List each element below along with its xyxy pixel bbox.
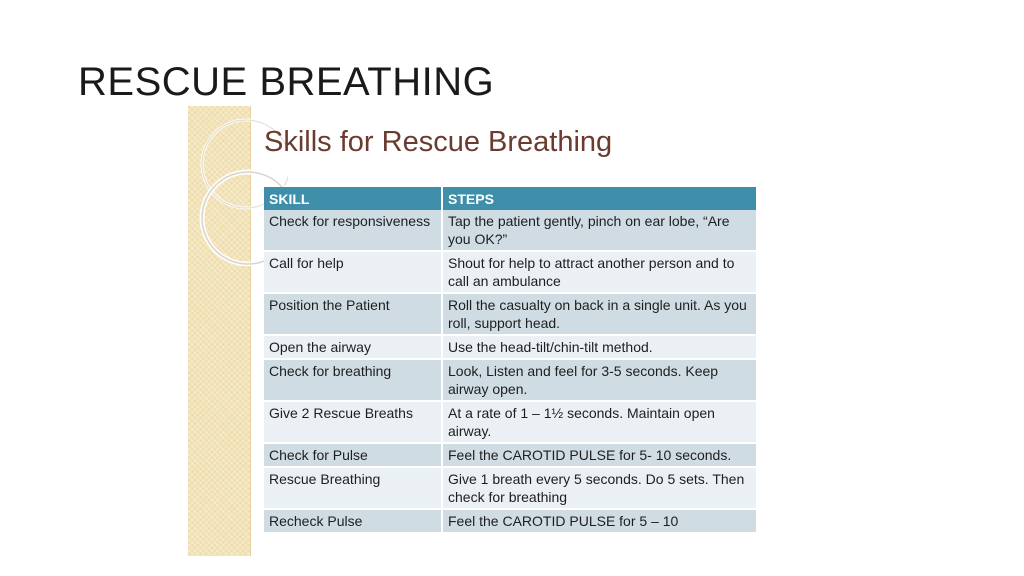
- table-row: [264, 401, 757, 443]
- table-row: [264, 293, 757, 335]
- steps-cell: Give 1 breath every 5 seconds. Do 5 sets. Then check for breathing: [442, 467, 757, 509]
- skills-figure: [188, 106, 786, 556]
- table-row: [264, 467, 757, 509]
- column-header-skill: SKILL: [264, 187, 442, 210]
- steps-cell: Use the head-tilt/chin-tilt method.: [442, 335, 757, 359]
- skill-cell: Recheck Pulse: [264, 509, 442, 533]
- steps-cell: Look, Listen and feel for 3-5 seconds. Keep airway open.: [442, 359, 757, 401]
- table-row: [264, 443, 757, 467]
- slide-title: RESCUE BREATHING: [78, 60, 495, 104]
- table-row: [264, 509, 757, 533]
- skill-cell: Give 2 Rescue Breaths: [264, 401, 442, 443]
- skill-cell: Check for breathing: [264, 359, 442, 401]
- steps-cell: At a rate of 1 – 1½ seconds. Maintain open airway.: [442, 401, 757, 443]
- skill-cell: Position the Patient: [264, 293, 442, 335]
- table-row: [264, 251, 757, 293]
- skills-table: [264, 187, 758, 534]
- steps-cell: Feel the CAROTID PULSE for 5 – 10: [442, 509, 757, 533]
- figure-heading: Skills for Rescue Breathing: [264, 126, 613, 158]
- skill-cell: Open the airway: [264, 335, 442, 359]
- skill-cell: Check for Pulse: [264, 443, 442, 467]
- table-row: [264, 359, 757, 401]
- steps-cell: Tap the patient gently, pinch on ear lobe, “Are you OK?”: [442, 210, 757, 251]
- table-row: [264, 210, 757, 251]
- steps-cell: Shout for help to attract another person and to call an ambulance: [442, 251, 757, 293]
- skill-cell: Rescue Breathing: [264, 467, 442, 509]
- steps-cell: Feel the CAROTID PULSE for 5- 10 seconds.: [442, 443, 757, 467]
- skill-cell: Call for help: [264, 251, 442, 293]
- column-header-steps: STEPS: [442, 187, 757, 210]
- steps-cell: Roll the casualty on back in a single unit. As you roll, support head.: [442, 293, 757, 335]
- skill-cell: Check for responsiveness: [264, 210, 442, 251]
- table-row: [264, 335, 757, 359]
- table-header-row: [264, 187, 757, 210]
